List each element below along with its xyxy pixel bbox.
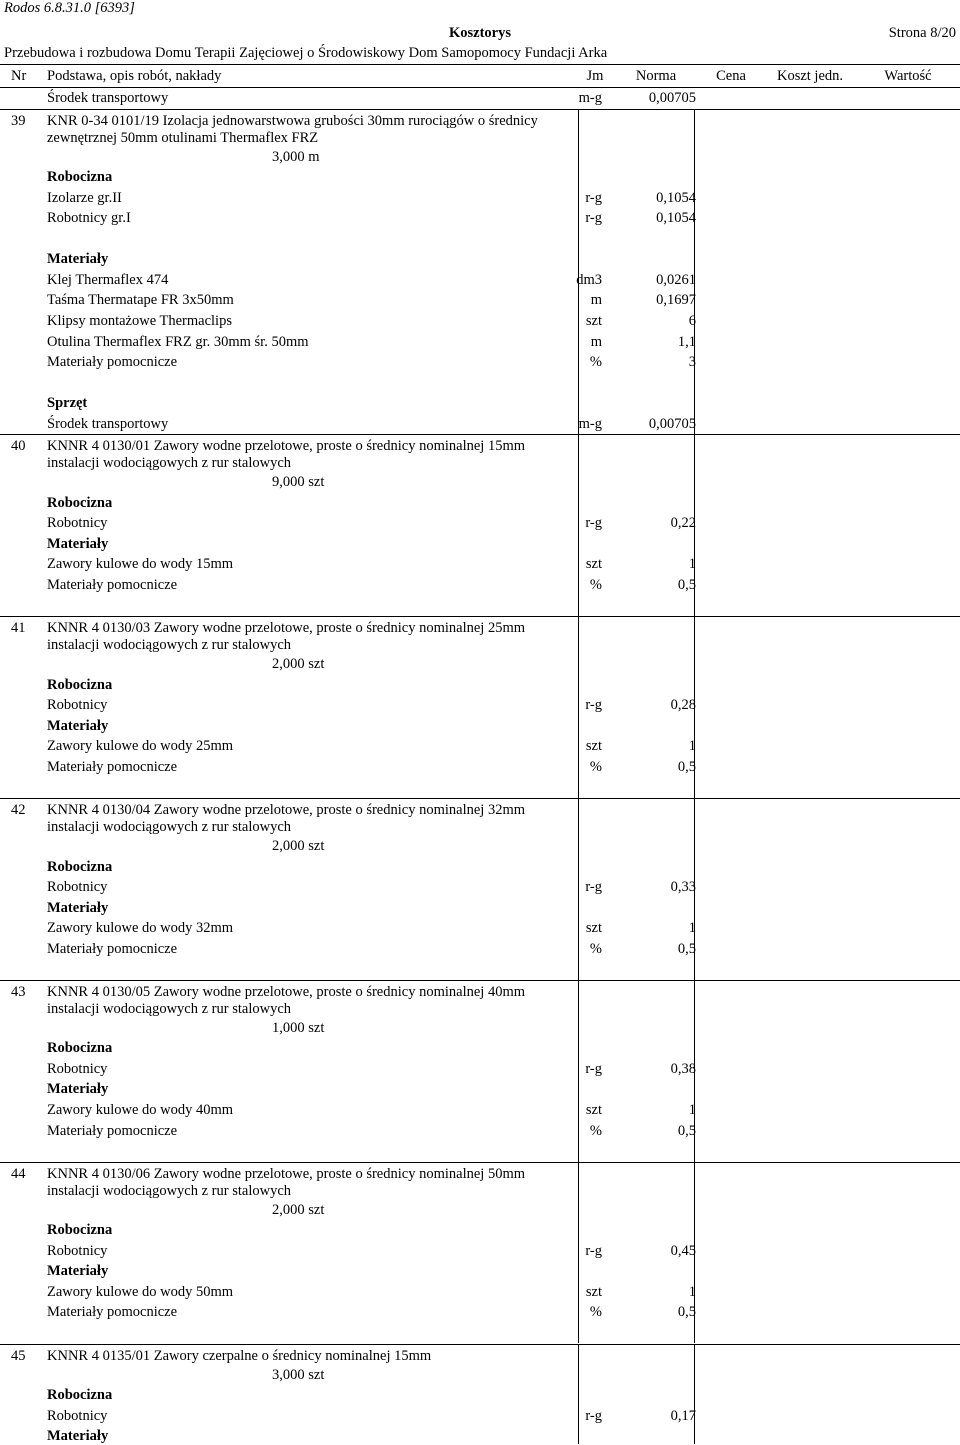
resource-norm: 1 xyxy=(688,920,696,937)
position-divider-left xyxy=(578,1344,579,1445)
resource-norm: 1 xyxy=(688,1283,696,1300)
position-divider-right xyxy=(694,434,695,616)
position-divider-left xyxy=(578,798,579,980)
resource-name: Robotnicy xyxy=(47,1060,108,1077)
resource-name: Izolarze gr.II xyxy=(47,189,122,206)
resource-unit: szt xyxy=(585,556,602,573)
resource-unit: r-g xyxy=(585,1242,602,1259)
resource-norm: 0,33 xyxy=(670,879,696,896)
resource-group-heading: Materiały xyxy=(47,1081,109,1098)
position-description: instalacji wodociągowych z rur stalowych xyxy=(47,1182,292,1199)
resource-unit: m-g xyxy=(578,415,602,432)
header-top-rule xyxy=(0,64,960,65)
position-separator xyxy=(0,1162,960,1163)
position-divider-right xyxy=(694,1162,695,1344)
resource-group-heading: Sprzęt xyxy=(47,395,88,412)
resource-norm: 0,1697 xyxy=(656,292,696,309)
resource-unit: % xyxy=(589,354,602,371)
resource-group-heading: Materiały xyxy=(47,1428,109,1445)
position-quantity: 2,000 szt xyxy=(272,1201,325,1218)
resource-unit: szt xyxy=(585,738,602,755)
position-number: 42 xyxy=(11,801,26,818)
position-divider-left xyxy=(578,980,579,1162)
position-number: 45 xyxy=(11,1347,26,1364)
position-description: KNNR 4 0130/04 Zawory wodne przelotowe, proste o średnicy nominalnej 32mm xyxy=(47,801,526,818)
resource-group-heading: Robocizna xyxy=(47,858,113,875)
position-description: KNR 0-34 0101/19 Izolacja jednowarstwowa grubości 30mm rurociągów o średnicy xyxy=(47,112,538,129)
resource-name: Materiały pomocnicze xyxy=(47,940,178,957)
resource-name: Materiały pomocnicze xyxy=(47,354,178,371)
position-divider-right xyxy=(694,1344,695,1445)
resource-norm: 0,38 xyxy=(670,1060,696,1077)
resource-unit: m-g xyxy=(578,90,602,106)
col-header-desc: Podstawa, opis robót, nakłady xyxy=(47,68,222,84)
position-description: KNNR 4 0130/05 Zawory wodne przelotowe, proste o średnicy nominalnej 40mm xyxy=(47,983,526,1000)
resource-name: Robotnicy xyxy=(47,1242,108,1259)
resource-norm: 0,00705 xyxy=(648,90,696,106)
resource-norm: 0,1054 xyxy=(656,210,696,227)
resource-group-heading: Robocizna xyxy=(47,1222,113,1239)
resource-name: Robotnicy xyxy=(47,1407,108,1424)
position-quantity: 2,000 szt xyxy=(272,837,325,854)
resource-norm: 0,5 xyxy=(677,1304,696,1321)
resource-norm: 0,0261 xyxy=(656,271,696,288)
col-header-norma: Norma xyxy=(635,68,677,84)
position-divider-right xyxy=(694,616,695,798)
position-divider-right xyxy=(694,980,695,1162)
position-quantity: 1,000 szt xyxy=(272,1019,325,1036)
resource-unit: m xyxy=(590,333,602,350)
position-number: 40 xyxy=(11,438,26,455)
resource-group-heading: Robocizna xyxy=(47,676,113,693)
resource-norm: 1 xyxy=(688,1102,696,1118)
resource-name: Robotnicy gr.I xyxy=(47,210,131,227)
resource-name: Materiały pomocnicze xyxy=(47,1122,178,1139)
position-separator xyxy=(0,616,960,617)
resource-name: Zawory kulowe do wody 25mm xyxy=(47,738,234,755)
resource-unit: % xyxy=(589,1122,602,1139)
resource-norm: 6 xyxy=(688,312,696,329)
position-number: 44 xyxy=(11,1165,26,1182)
resource-unit: r-g xyxy=(585,697,602,714)
resource-group-heading: Robocizna xyxy=(47,1387,113,1404)
resource-norm: 0,17 xyxy=(670,1407,696,1424)
resource-unit: % xyxy=(589,940,602,957)
resource-norm: 0,00705 xyxy=(648,415,696,432)
position-description: instalacji wodociągowych z rur stalowych xyxy=(47,818,292,835)
position-quantity: 2,000 szt xyxy=(272,656,325,673)
resource-name: Robotnicy xyxy=(47,697,108,714)
resource-unit: szt xyxy=(585,312,602,329)
resource-unit: % xyxy=(589,1304,602,1321)
page-number: Strona 8/20 xyxy=(888,25,956,41)
position-quantity: 3,000 szt xyxy=(272,1366,325,1383)
position-divider-left xyxy=(578,616,579,798)
resource-norm: 3 xyxy=(688,354,696,371)
resource-group-heading: Materiały xyxy=(47,899,109,916)
position-separator xyxy=(0,798,960,799)
resource-norm: 0,28 xyxy=(670,697,696,714)
resource-name: Robotnicy xyxy=(47,879,108,896)
col-header-koszt: Koszt jedn. xyxy=(776,68,844,84)
resource-name: Otulina Thermaflex FRZ gr. 30mm śr. 50mm xyxy=(47,333,309,350)
resource-norm: 0,1054 xyxy=(656,189,696,206)
resource-name: Zawory kulowe do wody 40mm xyxy=(47,1102,234,1118)
resource-unit: % xyxy=(589,577,602,593)
resource-name: Klipsy montażowe Thermaclips xyxy=(47,312,232,329)
position-divider-left xyxy=(578,434,579,616)
resource-norm: 0,5 xyxy=(677,940,696,957)
resource-name: Zawory kulowe do wody 15mm xyxy=(47,556,234,573)
position-description: instalacji wodociągowych z rur stalowych xyxy=(47,637,292,654)
resource-unit: r-g xyxy=(585,879,602,896)
resource-group-heading: Materiały xyxy=(47,1263,109,1280)
resource-norm: 1 xyxy=(688,738,696,755)
position-description: KNNR 4 0130/03 Zawory wodne przelotowe, proste o średnicy nominalnej 25mm xyxy=(47,620,526,637)
position-divider-right xyxy=(694,109,695,435)
resource-unit: % xyxy=(589,758,602,775)
resource-name: Zawory kulowe do wody 50mm xyxy=(47,1283,234,1300)
resource-norm: 1 xyxy=(688,556,696,573)
resource-group-heading: Materiały xyxy=(47,535,109,552)
resource-unit: r-g xyxy=(585,1407,602,1424)
resource-name: Zawory kulowe do wody 32mm xyxy=(47,920,234,937)
resource-norm: 1,1 xyxy=(677,333,696,350)
resource-group-heading: Materiały xyxy=(47,717,109,734)
resource-unit: dm3 xyxy=(576,271,602,288)
position-description: instalacji wodociągowych z rur stalowych xyxy=(47,455,292,472)
position-divider-left xyxy=(578,109,579,435)
col-header-jm: Jm xyxy=(586,68,604,84)
position-separator xyxy=(0,109,960,110)
resource-norm: 0,45 xyxy=(670,1242,696,1259)
resource-norm: 0,5 xyxy=(677,577,696,593)
position-number: 43 xyxy=(11,983,26,1000)
program-version: Rodos 6.8.31.0 [6393] xyxy=(4,0,135,16)
resource-norm: 0,5 xyxy=(677,1122,696,1139)
position-separator xyxy=(0,1344,960,1345)
resource-name: Klej Thermaflex 474 xyxy=(47,271,169,288)
header-bottom-rule xyxy=(0,87,960,88)
resource-unit: szt xyxy=(585,1102,602,1118)
resource-unit: m xyxy=(590,292,602,309)
col-header-cena: Cena xyxy=(716,68,746,84)
position-description: zewnętrznej 50mm otulinami Thermaflex FRZ xyxy=(47,129,319,146)
position-quantity: 3,000 m xyxy=(272,148,320,165)
position-separator xyxy=(0,434,960,435)
resource-unit: szt xyxy=(585,1283,602,1300)
page-title: Kosztorys xyxy=(448,25,511,41)
resource-unit: szt xyxy=(585,920,602,937)
resource-unit: r-g xyxy=(585,189,602,206)
resource-name: Środek transportowy xyxy=(47,90,169,106)
position-divider-left xyxy=(578,1162,579,1344)
resource-name: Środek transportowy xyxy=(47,415,169,432)
resource-unit: r-g xyxy=(585,1060,602,1077)
resource-unit: r-g xyxy=(585,515,602,532)
resource-name: Taśma Thermatape FR 3x50mm xyxy=(47,292,234,309)
resource-group-heading: Robocizna xyxy=(47,169,113,186)
resource-group-heading: Materiały xyxy=(47,251,109,268)
position-number: 39 xyxy=(11,112,26,129)
position-number: 41 xyxy=(11,620,26,637)
resource-group-heading: Robocizna xyxy=(47,1040,113,1057)
resource-name: Materiały pomocnicze xyxy=(47,1304,178,1321)
resource-name: Materiały pomocnicze xyxy=(47,577,178,593)
resource-name: Materiały pomocnicze xyxy=(47,758,178,775)
resource-group-heading: Robocizna xyxy=(47,494,113,511)
project-name: Przebudowa i rozbudowa Domu Terapii Zajęciowej o Środowiskowy Dom Samopomocy Fundacji Arka xyxy=(4,45,608,61)
col-header-wartosc: Wartość xyxy=(884,68,932,84)
col-header-nr: Nr xyxy=(11,68,27,84)
position-separator xyxy=(0,980,960,981)
position-description: KNNR 4 0135/01 Zawory czerpalne o średnicy nominalnej 15mm xyxy=(47,1347,432,1364)
position-description: KNNR 4 0130/06 Zawory wodne przelotowe, proste o średnicy nominalnej 50mm xyxy=(47,1165,526,1182)
position-description: KNNR 4 0130/01 Zawory wodne przelotowe, proste o średnicy nominalnej 15mm xyxy=(47,438,526,455)
resource-unit: r-g xyxy=(585,210,602,227)
position-quantity: 9,000 szt xyxy=(272,474,325,491)
position-divider-right xyxy=(694,798,695,980)
resource-norm: 0,22 xyxy=(670,515,696,532)
resource-norm: 0,5 xyxy=(677,758,696,775)
resource-name: Robotnicy xyxy=(47,515,108,532)
position-description: instalacji wodociągowych z rur stalowych xyxy=(47,1000,292,1017)
